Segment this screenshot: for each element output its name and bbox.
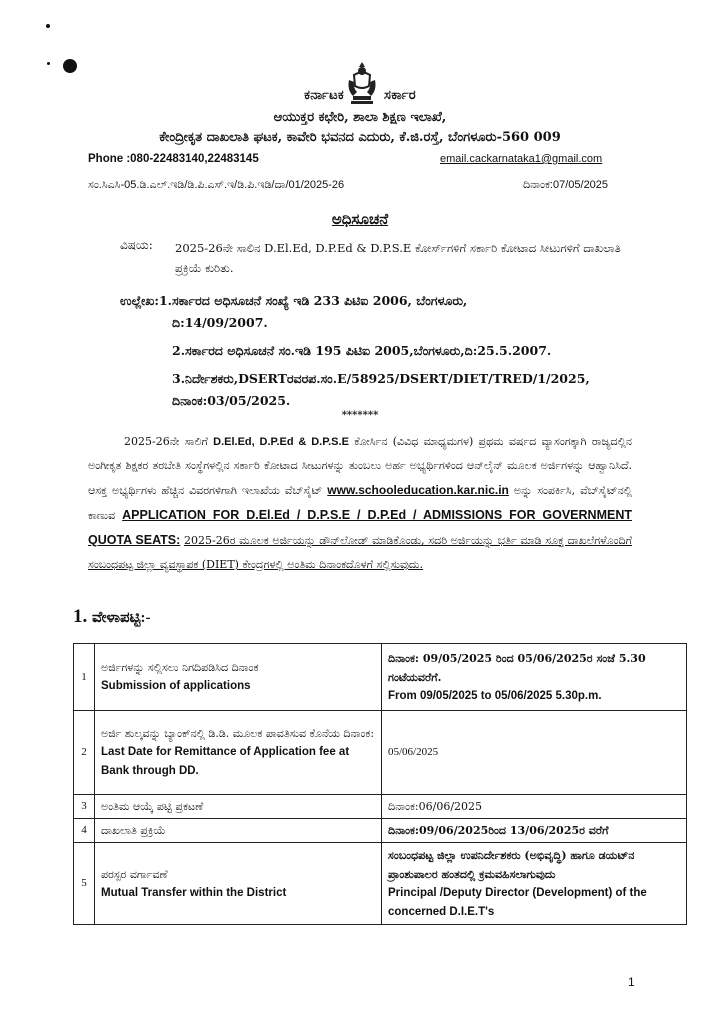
row-value: [382, 711, 687, 795]
schedule-table: [73, 643, 687, 925]
notification-title: ಅಧಿಸೂಚನೆ: [331, 210, 389, 228]
body-text-3: ಅನ್ನು ಸಂಪರ್ಕಿಸಿ, ವೆಬ್‌ಸೈಟ್‌ನಲ್ಲಿ ಕಾಣುವ: [88, 484, 633, 522]
reference-number: ಸಂ.ಸಿಎಸಿ-05.ಡಿ.ಎಲ್.ಇಡಿ/ಡಿ.ಪಿ.ಎಸ್.ಇ/ಡಿ.ಪಿ.ಇಡಿ/ದಾ/01/2025-26: [88, 179, 345, 191]
row-value: [382, 644, 687, 711]
table-row: [74, 644, 687, 711]
desc-kannada: ಪರಸ್ಪರ ವರ್ಗಾವಣೆ: [101, 867, 168, 881]
references-block: [120, 290, 640, 412]
govt-name-left: ಕರ್ನಾಟಕ: [304, 88, 345, 103]
subject-label: ವಿಷಯ:: [120, 238, 153, 252]
row-description: [95, 711, 382, 795]
row-value: [382, 819, 687, 843]
value-kannada: ಸಂಬಂಧಪಟ್ಟ ಜಿಲ್ಲಾ ಉಪನಿರ್ದೇಶಕರು (ಅಭಿವೃದ್ಧಿ) ಹಾಗೂ ಡಯಟ್‌ನ ಪ್ರಾಂಶುಪಾಲರ ಹಂತದಲ್ಲಿ ಕ್ರಮವಹಿಸಲಾಗುವುದು: [388, 848, 635, 881]
row-number: 1: [74, 644, 95, 711]
scan-speck-large: [63, 59, 77, 73]
subject-text: 2025-26ನೇ ಸಾಲಿನ D.El.Ed, D.P.Ed & D.P.S.E ಕೋರ್ಸ್‌ಗಳಿಗೆ ಸರ್ಕಾರಿ ಕೋಟಾದ ಸೀಟುಗಳಿಗೆ ದಾಖಲಾತಿ ಪ್ರಕ್ರಿಯೆ ಕುರಿತು.: [175, 241, 621, 275]
row-description: [95, 843, 382, 925]
value-english: Principal /Deputy Director (Development) of the concerned D.I.E.T's: [388, 886, 647, 918]
row-value: [382, 843, 687, 925]
scan-speck-small: [47, 62, 50, 65]
govt-name-right: ಸರ್ಕಾರ: [384, 88, 416, 103]
office-name: ಆಯುಕ್ತರ ಕಛೇರಿ, ಶಾಲಾ ಶಿಕ್ಷಣ ಇಲಾಖೆ,: [273, 110, 447, 125]
body-text-4: 2025-26ರ ಮೂಲಕ ಅರ್ಜಿಯನ್ನು ಡೌನ್‌ಲೋಡ್ ಮಾಡಿಕೊಂಡು, ಸದರಿ ಅರ್ಜಿಯನ್ನು ಭರ್ತಿ ಮಾಡಿ ಸೂಕ್ತ ದಾಖಲೆಗಳೊಂದಿಗೆ ಸಂಬಂಧಪಟ್ಟ ಜಿಲ್ಲಾ ವ್ಯವಸ್ಥಾಪಕ (DIET) ಕೇಂದ್ರಗಳಲ್ಲಿ ಅಂತಿಮ ದಿನಾಂಕದೊಳಗೆ ಸಲ್ಲಿಸುವುದು.: [88, 534, 632, 571]
email-link[interactable]: email.cackarnataka1@gmail.com: [440, 153, 603, 165]
document-date: ದಿನಾಂಕ:07/05/2025: [523, 179, 609, 191]
desc-kannada: ದಾಖಲಾತಿ ಪ್ರಕ್ರಿಯೆ: [101, 824, 166, 837]
phone-number: Phone :080-22483140,22483145: [88, 153, 259, 165]
section-number: 1.: [73, 606, 88, 627]
reference-3-date: ದಿನಾಂಕ:03/05/2025.: [172, 393, 291, 408]
row-number: 4: [74, 819, 95, 843]
courses-text: D.El.Ed, D.P.Ed & D.P.S.E: [213, 436, 349, 448]
website-link[interactable]: www.schooleducation.kar.nic.in: [327, 483, 509, 497]
scan-speck-small: [46, 24, 50, 28]
value-kannada: ದಿನಾಂಕ:06/06/2025: [388, 800, 483, 813]
value-kannada: ದಿನಾಂಕ: 09/05/2025 ರಿಂದ 05/06/2025ರ ಸಂಜೆ 5.30 ಗಂಟೆಯವರೆಗೆ.: [388, 651, 646, 684]
row-description: [95, 644, 382, 711]
table-row: [74, 711, 687, 795]
govt-header: [0, 88, 720, 103]
desc-kannada: ಅಂತಿಮ ಆಯ್ಕೆ ಪಟ್ಟಿ ಪ್ರಕಟಣೆ: [101, 800, 204, 813]
body-text-2: ಕೋರ್ಸಿನ (ವಿವಿಧ ಮಾಧ್ಯಮಗಳ) ಪ್ರಥಮ ವರ್ಷದ ವ್ಯಾಸಂಗಕ್ಕಾಗಿ ರಾಜ್ಯದಲ್ಲಿನ ಅಂಗೀಕೃತ ಶಿಕ್ಷಕರ ತರಬೇತಿ ಸಂಸ್ಥೆಗಳಲ್ಲಿನ ಸರ್ಕಾರಿ ಕೋಟಾದ ಸೀಟುಗಳನ್ನು ತುಂಬಲು ಅರ್ಹ ಅಭ್ಯರ್ಥಿಗಳಿಂದ ಆನ್‌ಲೈನ್ ಮೂಲಕ ಅರ್ಜಿಗಳನ್ನು ಆಹ್ವಾನಿಸಿದೆ. ಆಸಕ್ತ ಅಭ್ಯರ್ಥಿಗಳು ಹೆಚ್ಚಿನ ವಿವರಗಳಿಗಾಗಿ ಇಲಾಖೆಯ ವೆಬ್‌ಸೈಟ್: [88, 435, 633, 497]
table-row: [74, 795, 687, 819]
reference-2: 2.ಸರ್ಕಾರದ ಅಧಿಸೂಚನೆ ಸಂ.ಇಡಿ 195 ಪಿಟಿಐ 2005,ಬೆಂಗಳೂರು,ದಿ:25.5.2007.: [172, 343, 552, 358]
reference-1-date: ದಿ:14/09/2007.: [172, 315, 268, 330]
desc-english: Last Date for Remittance of Application fee at Bank through DD.: [101, 746, 350, 777]
row-number: 5: [74, 843, 95, 925]
table-row: [74, 819, 687, 843]
desc-english: Submission of applications: [101, 680, 251, 692]
table-row: [74, 843, 687, 925]
value-english: 05/06/2025: [388, 746, 439, 758]
body-text-1: 2025-26ನೇ ಸಾಲಿಗೆ: [124, 435, 208, 448]
row-number: 2: [74, 711, 95, 795]
value-kannada: ದಿನಾಂಕ:09/06/2025ರಿಂದ 13/06/2025ರ ವರೆಗೆ: [388, 824, 609, 837]
row-description: [95, 795, 382, 819]
row-number: 3: [74, 795, 95, 819]
section-heading: [73, 606, 150, 628]
separator: *******: [341, 410, 379, 421]
desc-kannada: ಅರ್ಜಿ ಶುಲ್ಕವನ್ನು ಬ್ಯಾಂಕ್‌ನಲ್ಲಿ ಡಿ.ಡಿ. ಮೂಲಕ ಪಾವತಿಸುವ ಕೊನೆಯ ದಿನಾಂಕ:: [101, 727, 375, 740]
row-value: [382, 795, 687, 819]
body-paragraph: [88, 430, 632, 577]
desc-english: Mutual Transfer within the District: [101, 886, 287, 899]
page-number: 1: [628, 975, 635, 989]
section-label: ವೇಳಾಪಟ್ಟಿ:-: [92, 610, 151, 626]
office-address: ಕೇಂದ್ರೀಕೃತ ದಾಖಲಾತಿ ಘಟಕ, ಕಾವೇರಿ ಭವನದ ಎದುರು, ಕೆ.ಜಿ.ರಸ್ತೆ, ಬೆಂಗಳೂರು-560 009: [159, 130, 561, 145]
application-link[interactable]: APPLICATION FOR D.El.Ed / D.P.S.E / D.P.Ed / ADMISSIONS FOR GOVERNMENT QUOTA SEATS:: [88, 508, 632, 547]
value-english: From 09/05/2025 to 05/06/2025 5.30p.m.: [388, 689, 602, 702]
reference-1: ಉಲ್ಲೇಖ:1.ಸರ್ಕಾರದ ಅಧಿಸೂಚನೆ ಸಂಖ್ಯೆ ಇಡಿ 233 ಪಿಟಿಐ 2006, ಬೆಂಗಳೂರು,: [120, 293, 468, 308]
reference-3: 3.ನಿರ್ದೇಶಕರು,DSERTರವರಪ.ಸಂ.E/58925/DSERT/DIET/TRED/1/2025,: [172, 371, 590, 386]
desc-kannada: ಅರ್ಜಿಗಳನ್ನು ಸಲ್ಲಿಸಲು ನಿಗದಿಪಡಿಸಿದ ದಿನಾಂಕ: [101, 661, 259, 674]
row-description: [95, 819, 382, 843]
